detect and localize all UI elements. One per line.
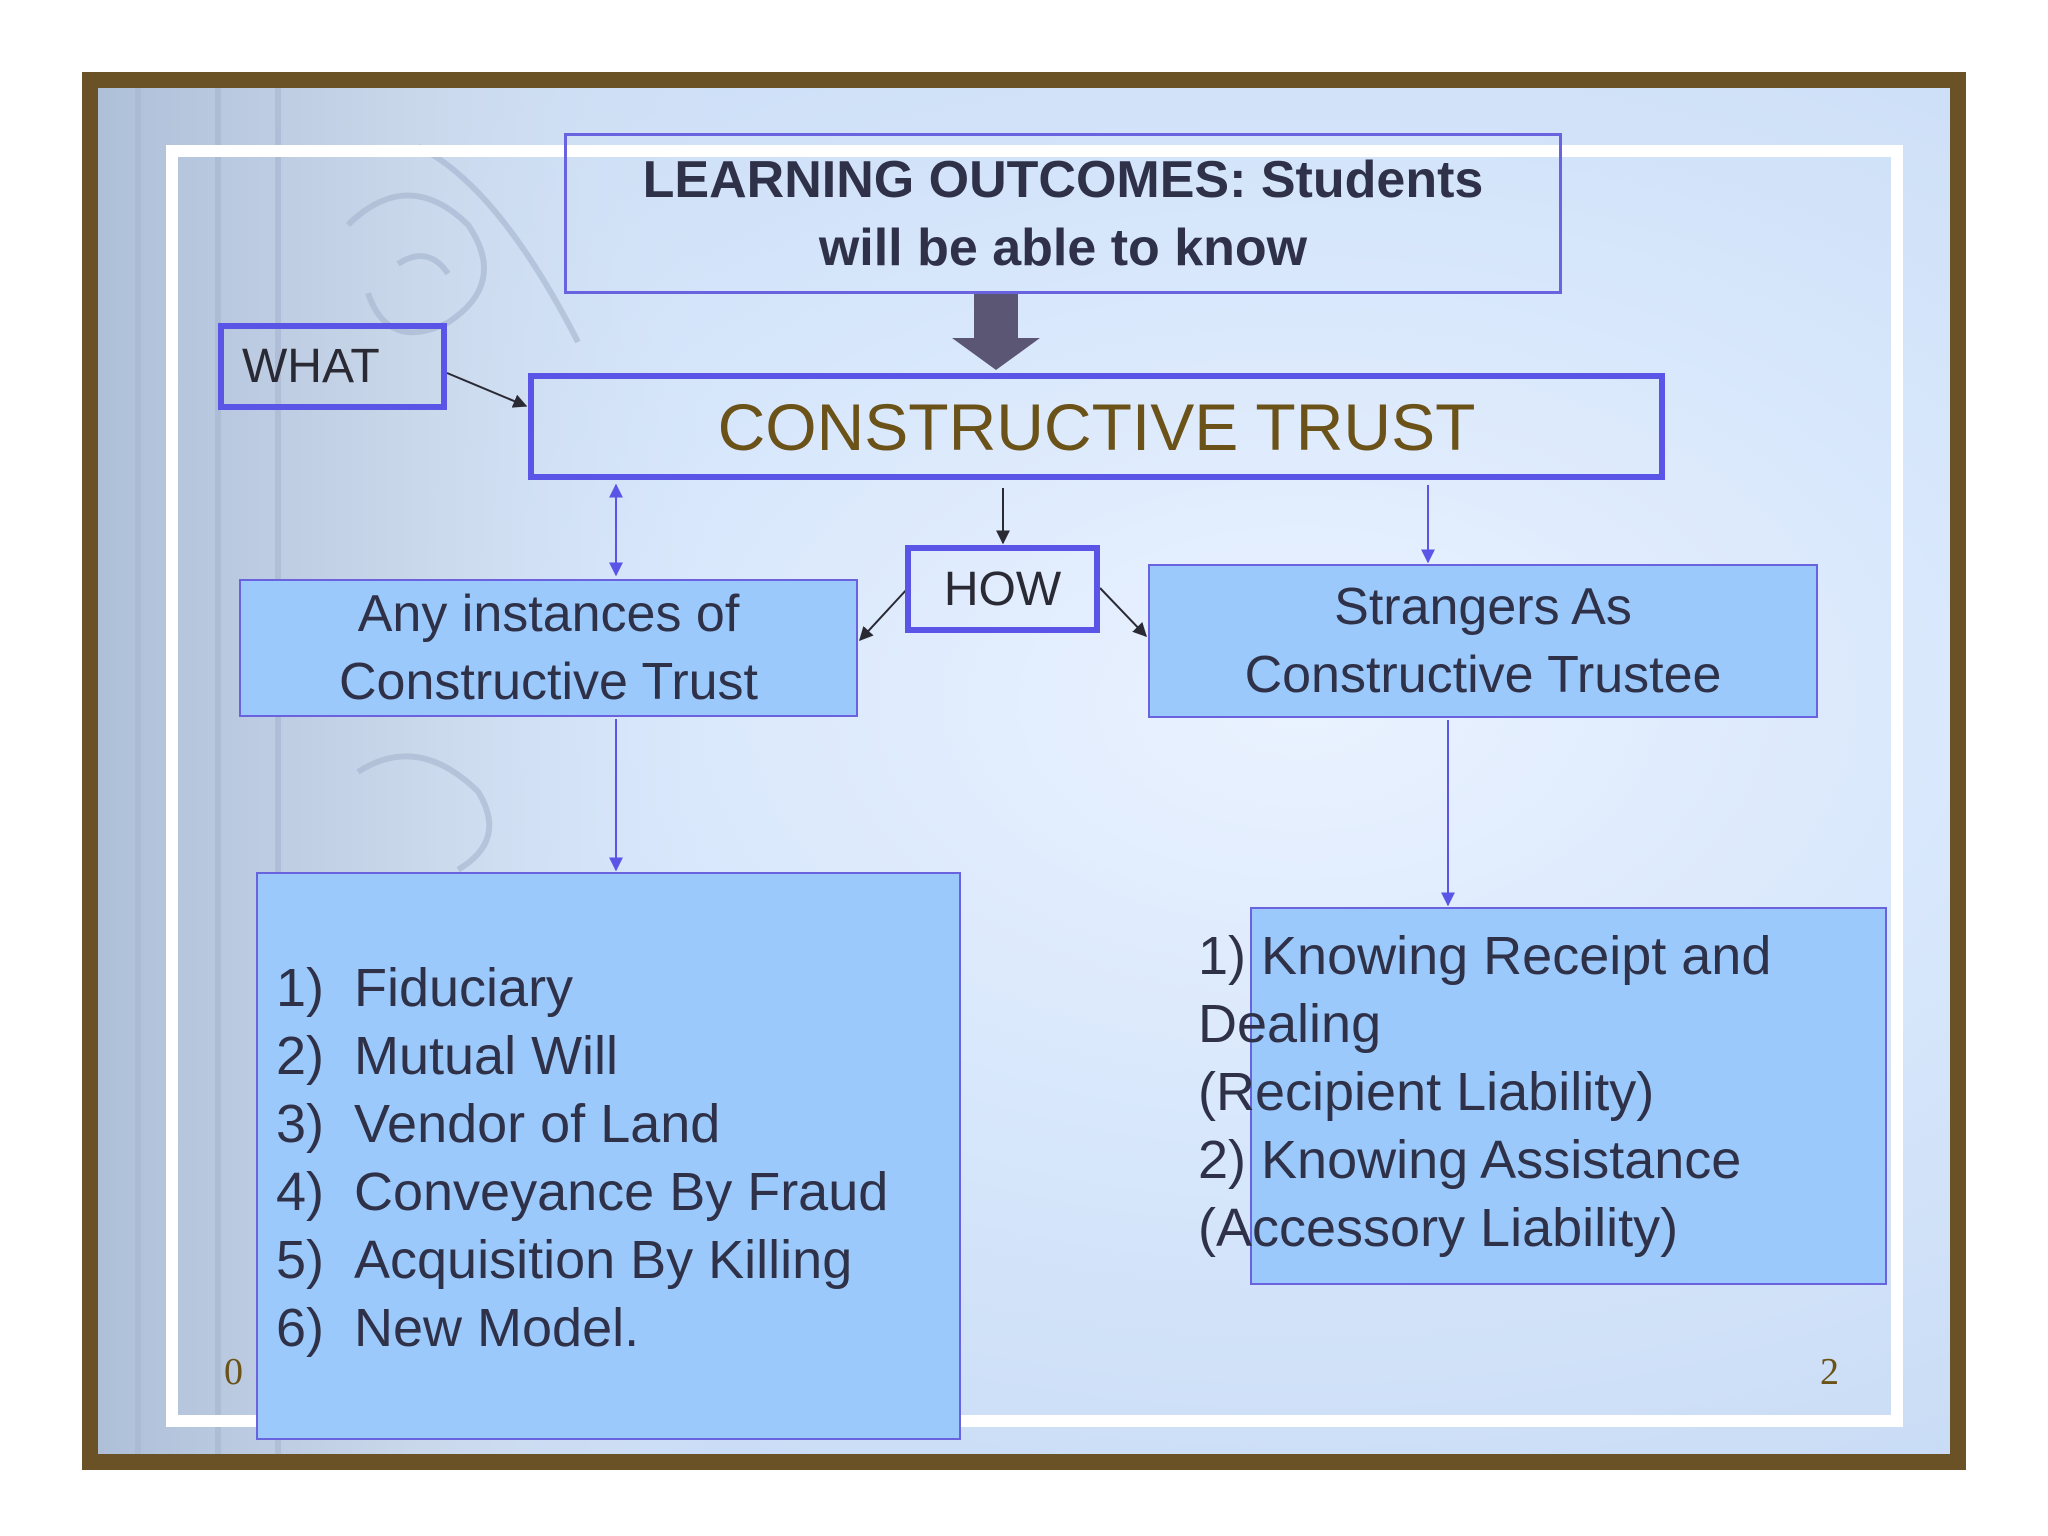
how-to-left-arrow [860,588,908,640]
list-item [276,1158,959,1226]
stranger-type-line: Dealing [1198,994,1382,1054]
header-to-title-arrow [952,294,1040,370]
instances-branch-box [239,579,858,717]
list-item [276,1226,959,1294]
list-item-number: 5) [276,1230,325,1290]
list-item-text: Acquisition By Killing [354,1230,853,1290]
list-item [276,1294,959,1362]
instances-branch-line2: Constructive Trust [338,653,759,711]
strangers-branch-line1: Strangers As [1334,578,1632,636]
stranger-type-line: 2) Knowing Assistance [1198,1130,1742,1190]
list-item-number: 3) [276,1094,325,1154]
footer-left-fragment: 0 [224,1351,243,1393]
list-item [276,1022,959,1090]
page-number: 2 [1820,1351,1839,1393]
strangers-branch-box [1148,564,1818,718]
list-item-text: New Model. [354,1298,640,1358]
list-item-text: Vendor of Land [354,1094,721,1154]
what-label: WHAT [218,323,447,410]
list-item [276,1090,959,1158]
list-item-text: Conveyance By Fraud [354,1162,889,1222]
stranger-type-line: 1) Knowing Receipt and [1198,926,1772,986]
how-label: HOW [905,545,1100,633]
strangers-branch-line2: Constructive Trustee [1244,646,1722,704]
learning-outcomes-line2: will be able to know [818,218,1308,277]
list-item-number: 4) [276,1162,325,1222]
stranger-type-line: (Recipient Liability) [1198,1062,1655,1122]
instances-list-box [256,872,961,1440]
learning-outcomes-line1: LEARNING OUTCOMES: Students [642,150,1484,209]
constructive-trust-title: CONSTRUCTIVE TRUST [528,373,1665,480]
list-item-number: 6) [276,1298,325,1358]
list-item-number: 2) [276,1026,325,1086]
what-arrow [447,373,526,406]
instances-branch-line1: Any instances of [357,585,740,643]
instances-list [276,954,959,1362]
stranger-type-line: (Accessory Liability) [1198,1198,1679,1258]
list-item [276,954,959,1022]
learning-outcomes-box [564,133,1562,294]
list-item-number: 1) [276,958,325,1018]
how-to-right-arrow [1100,588,1146,636]
list-item-text: Fiduciary [354,958,574,1018]
stranger-types-text [1198,922,1898,1262]
slide [82,72,1966,1470]
list-item-text: Mutual Will [354,1026,619,1086]
